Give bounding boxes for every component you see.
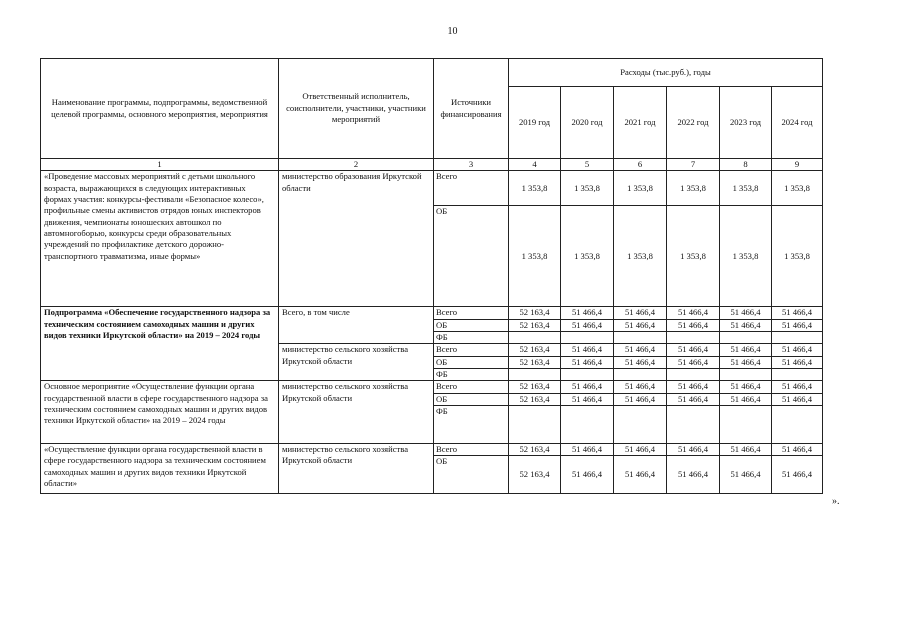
column-number: 1 (41, 159, 279, 171)
value-cell (720, 406, 772, 444)
value-cell: 1 353,8 (509, 171, 561, 206)
value-cell: 51 466,4 (772, 393, 823, 405)
value-cell: 51 466,4 (720, 356, 772, 368)
value-cell (667, 369, 720, 381)
header-expenses: Расходы (тыс.руб.), годы (509, 59, 823, 87)
subprogram-name: Подпрограмма «Обеспечение государственного надзора за техническим состоянием самоходных машин и других видов техники Иркутской области» на 2019 – 2024 годы (41, 307, 279, 381)
value-cell (772, 406, 823, 444)
header-row-top (41, 59, 823, 87)
table-row (41, 444, 823, 456)
column-number: 5 (561, 159, 614, 171)
value-cell (509, 369, 561, 381)
value-cell: 1 353,8 (772, 206, 823, 307)
header-year: 2019 год (509, 87, 561, 159)
value-cell (509, 406, 561, 444)
column-number: 9 (772, 159, 823, 171)
value-cell (720, 332, 772, 344)
value-cell (667, 406, 720, 444)
value-cell: 1 353,8 (720, 206, 772, 307)
value-cell: 51 466,4 (561, 444, 614, 456)
header-year: 2024 год (772, 87, 823, 159)
value-cell: 52 163,4 (509, 444, 561, 456)
value-cell: 1 353,8 (772, 171, 823, 206)
column-number: 6 (614, 159, 667, 171)
value-cell (509, 332, 561, 344)
funding-source: ФБ (434, 332, 509, 344)
funding-source: ОБ (434, 456, 509, 494)
executor-name: министерство сельского хозяйства Иркутской области (279, 444, 434, 494)
value-cell: 51 466,4 (667, 356, 720, 368)
value-cell: 51 466,4 (720, 344, 772, 356)
activity-name: «Осуществление функции органа государственной власти в сфере государственного надзора за техническим состоянием самоходных машин и других видов техники Иркутской области» (41, 444, 279, 494)
value-cell: 1 353,8 (561, 171, 614, 206)
value-cell: 51 466,4 (561, 381, 614, 393)
value-cell: 51 466,4 (667, 319, 720, 331)
header-year: 2022 год (667, 87, 720, 159)
value-cell: 1 353,8 (667, 171, 720, 206)
executor-name: министерство образования Иркутской области (279, 171, 434, 307)
value-cell: 51 466,4 (614, 381, 667, 393)
value-cell: 52 163,4 (509, 307, 561, 319)
table-row (41, 171, 823, 206)
closing-quote: ». (832, 496, 840, 507)
value-cell: 51 466,4 (614, 344, 667, 356)
value-cell: 51 466,4 (720, 319, 772, 331)
funding-source: Всего (434, 344, 509, 356)
value-cell: 51 466,4 (772, 356, 823, 368)
value-cell: 51 466,4 (772, 319, 823, 331)
value-cell: 51 466,4 (667, 444, 720, 456)
value-cell: 1 353,8 (667, 206, 720, 307)
value-cell: 51 466,4 (561, 344, 614, 356)
funding-source: ФБ (434, 406, 509, 444)
value-cell: 51 466,4 (614, 393, 667, 405)
value-cell: 1 353,8 (561, 206, 614, 307)
value-cell: 1 353,8 (614, 206, 667, 307)
value-cell: 51 466,4 (614, 319, 667, 331)
value-cell: 52 163,4 (509, 456, 561, 494)
value-cell (614, 406, 667, 444)
value-cell: 51 466,4 (561, 456, 614, 494)
column-number: 8 (720, 159, 772, 171)
activity-name: «Проведение массовых мероприятий с детьми школьного возраста, выражающихся в следующих интерактивных формах участия: конкурсы-фестивали «Безопасное колесо», профильные смены активистов отрядов юных инспекторов движения, чемпионаты юношеских автошкол по автомногоборью, конкурсы среди образовательных учреждений по профилактике детского дорожно-транспортного травматизма, иные формы» (41, 171, 279, 307)
value-cell: 51 466,4 (614, 307, 667, 319)
expenses-table (40, 58, 823, 494)
value-cell: 51 466,4 (561, 393, 614, 405)
value-cell: 51 466,4 (772, 444, 823, 456)
funding-source: ОБ (434, 319, 509, 331)
header-year: 2020 год (561, 87, 614, 159)
value-cell (561, 332, 614, 344)
executor-name: министерство сельского хозяйства Иркутской области (279, 344, 434, 381)
value-cell: 51 466,4 (667, 393, 720, 405)
value-cell: 51 466,4 (772, 344, 823, 356)
funding-source: ФБ (434, 369, 509, 381)
funding-source: Всего (434, 444, 509, 456)
value-cell (614, 369, 667, 381)
value-cell: 1 353,8 (720, 171, 772, 206)
value-cell: 51 466,4 (614, 444, 667, 456)
header-year: 2023 год (720, 87, 772, 159)
value-cell: 51 466,4 (720, 444, 772, 456)
value-cell: 52 163,4 (509, 381, 561, 393)
value-cell: 51 466,4 (772, 381, 823, 393)
value-cell: 51 466,4 (772, 307, 823, 319)
column-number: 7 (667, 159, 720, 171)
value-cell (772, 369, 823, 381)
value-cell (561, 406, 614, 444)
column-numbers-row (41, 159, 823, 171)
header-funding-source: Источники финансирования (434, 59, 509, 159)
table-row (41, 381, 823, 393)
funding-source: ОБ (434, 393, 509, 405)
value-cell: 51 466,4 (720, 381, 772, 393)
column-number: 4 (509, 159, 561, 171)
value-cell: 52 163,4 (509, 356, 561, 368)
value-cell: 1 353,8 (614, 171, 667, 206)
funding-source: Всего (434, 307, 509, 319)
executor-name: министерство сельского хозяйства Иркутской области (279, 381, 434, 444)
header-executor: Ответственный исполнитель, соисполнители, участники, участники мероприятий (279, 59, 434, 159)
value-cell (614, 332, 667, 344)
value-cell: 51 466,4 (667, 456, 720, 494)
executor-name: Всего, в том числе (279, 307, 434, 344)
table-row (41, 307, 823, 319)
value-cell: 52 163,4 (509, 344, 561, 356)
main-activity-name: Основное мероприятие «Осуществление функции органа государственной власти в сфере государственного надзора за техническим состоянием самоходных машин и других видов техники Иркутской области» на 2019 – 2024 годы (41, 381, 279, 444)
value-cell (772, 332, 823, 344)
value-cell: 51 466,4 (561, 319, 614, 331)
header-year: 2021 год (614, 87, 667, 159)
value-cell: 51 466,4 (561, 307, 614, 319)
value-cell: 51 466,4 (720, 393, 772, 405)
value-cell: 51 466,4 (667, 381, 720, 393)
value-cell (561, 369, 614, 381)
page-number: 10 (447, 26, 458, 37)
value-cell: 52 163,4 (509, 319, 561, 331)
value-cell: 51 466,4 (772, 456, 823, 494)
value-cell: 52 163,4 (509, 393, 561, 405)
value-cell: 51 466,4 (667, 307, 720, 319)
value-cell: 51 466,4 (614, 456, 667, 494)
value-cell: 51 466,4 (720, 307, 772, 319)
column-number: 3 (434, 159, 509, 171)
header-program-name: Наименование программы, подпрограммы, ведомственной целевой программы, основного мероприятия, мероприятия (41, 59, 279, 159)
funding-source: ОБ (434, 206, 509, 307)
value-cell: 51 466,4 (720, 456, 772, 494)
funding-source: ОБ (434, 356, 509, 368)
value-cell (720, 369, 772, 381)
value-cell: 51 466,4 (614, 356, 667, 368)
value-cell: 51 466,4 (667, 344, 720, 356)
value-cell: 51 466,4 (561, 356, 614, 368)
value-cell: 1 353,8 (509, 206, 561, 307)
funding-source: Всего (434, 381, 509, 393)
funding-source: Всего (434, 171, 509, 206)
value-cell (667, 332, 720, 344)
column-number: 2 (279, 159, 434, 171)
